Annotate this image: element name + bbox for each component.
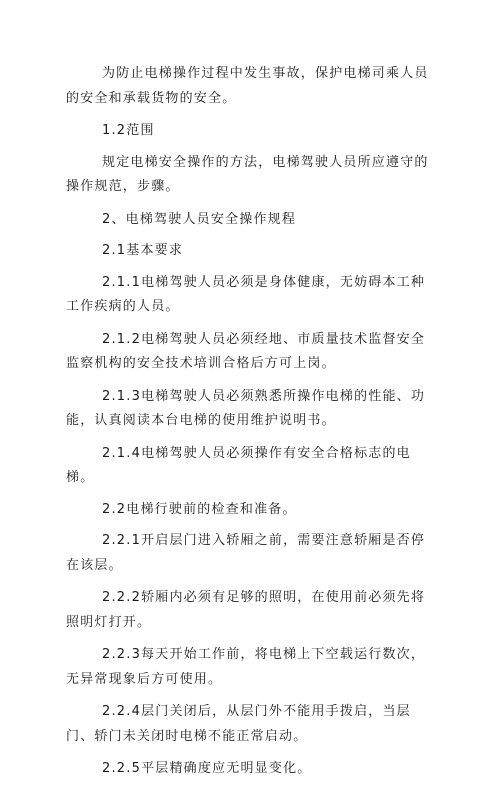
paragraph-2-2-4: 2.2.4层门关闭后，从层门外不能用手拨启，当层门、轿门未关闭时电梯不能正常启动。 bbox=[66, 704, 411, 744]
paragraph-2-1-4: 2.1.4电梯驾驶人员必须操作有安全合格标志的电梯。 bbox=[66, 445, 411, 485]
heading-2-safety-rules: 2、电梯驾驶人员安全操作规程 bbox=[102, 211, 297, 227]
paragraph-2-2-3: 2.2.3每天开始工作前，将电梯上下空载运行数次，无异常现象后方可使用。 bbox=[66, 647, 426, 687]
heading-1-2-scope: 1.2范围 bbox=[102, 123, 155, 138]
paragraph-2-2-2: 2.2.2轿厢内必须有足够的照明，在使用前必须先将照明灯打开。 bbox=[66, 590, 426, 630]
paragraph-2-1-3: 2.1.3电梯驾驶人员必须熟悉所操作电梯的性能、功能，认真阅读本台电梯的使用维护说明书。 bbox=[66, 388, 426, 428]
paragraph-2-2-1: 2.2.1开启层门进入轿厢之前，需要注意轿厢是否停在该层。 bbox=[66, 533, 426, 573]
document-body bbox=[66, 62, 434, 789]
paragraph-2-1-1: 2.1.1电梯驾驶人员必须是身体健康，无妨碍本工种工作疾病的人员。 bbox=[66, 274, 426, 314]
heading-2-2-inspection: 2.2电梯行驶前的检查和准备。 bbox=[102, 501, 297, 517]
paragraph-2-1-2: 2.1.2电梯驾驶人员必须经地、市质量技术监督安全监察机构的安全技术培训合格后方可上岗。 bbox=[66, 331, 426, 371]
heading-2-1-basic-requirements: 2.1基本要求 bbox=[102, 243, 184, 258]
paragraph-purpose: 为防止电梯操作过程中发生事故，保护电梯司乘人员的安全和承载货物的安全。 bbox=[66, 66, 429, 106]
paragraph-scope: 规定电梯安全操作的方法，电梯驾驶人员所应遵守的操作规范，步骤。 bbox=[66, 154, 429, 194]
paragraph-2-2-5: 2.2.5平层精确度应无明显变化。 bbox=[102, 761, 312, 776]
